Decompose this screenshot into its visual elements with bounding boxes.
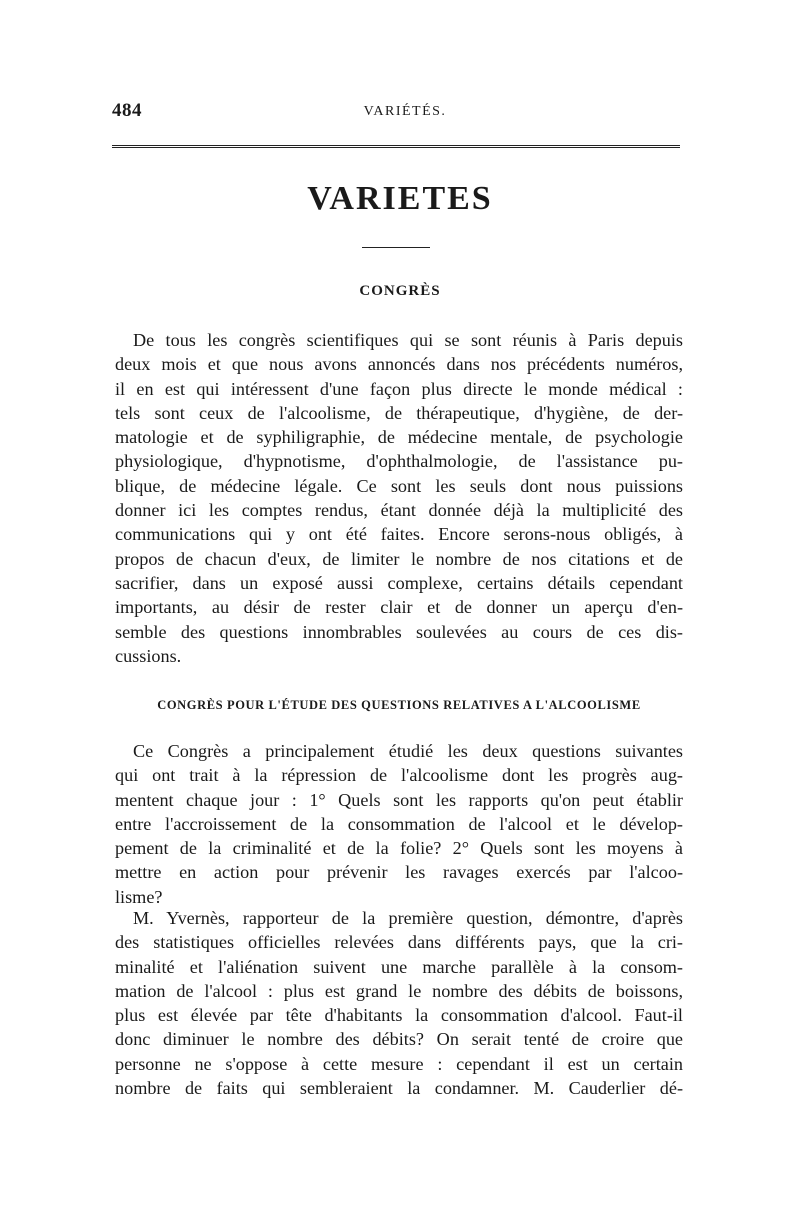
text-line: Ce Congrès a principalement étudié les deux questions suivantes [133, 741, 683, 761]
text-line: minalité et l'aliénation suivent une marche parallèle à la consom- [115, 956, 683, 977]
text-line: plus est élevée par tête d'habitants la consommation d'alcool. Faut-il [115, 1005, 683, 1026]
text-line: communications qui y ont été faites. Encore serons-nous obligés, à [115, 524, 683, 545]
text-line: deux mois et que nous avons annoncés dans nos précédents numéros, [115, 354, 683, 375]
running-head: VARIÉTÉS. [363, 104, 447, 119]
text-line: importants, au désir de rester clair et de donner un aperçu d'en- [115, 597, 683, 618]
text-line: tels sont ceux de l'alcoolisme, de thérapeutique, d'hygiène, de der- [115, 402, 683, 423]
text-line: matologie et de syphiligraphie, de médecine mentale, de psychologie [115, 427, 683, 448]
text-line: sacrifier, dans un exposé aussi complexe, certains détails cependant [115, 572, 683, 593]
text-line: entre l'accroissement de la consommation de l'alcool et le dévelop- [115, 813, 683, 834]
text-line: mentent chaque jour : 1° Quels sont les rapports qu'on peut établir [115, 789, 683, 810]
text-line: pement de la criminalité et de la folie? 2° Quels sont les moyens à [115, 838, 683, 859]
text-line: cussions. [115, 645, 182, 666]
header-rule [112, 145, 680, 148]
page-number: 484 [112, 100, 142, 121]
text-line: il en est qui intéressent d'une façon plus directe le monde médical : [115, 378, 683, 399]
text-line: physiologique, d'hypnotisme, d'ophthalmologie, de l'assistance pu- [115, 451, 683, 472]
title-rule [362, 247, 430, 248]
text-line: mettre en action pour prévenir les ravages exercés par l'alcoo- [115, 862, 683, 883]
text-line: donc diminuer le nombre des débits? On serait tenté de croire que [115, 1029, 683, 1050]
paragraph-alcoholism-questions [115, 739, 683, 909]
paragraph-yvernes-report [115, 906, 683, 1100]
text-line: De tous les congrès scientifiques qui se sont réunis à Paris depuis [133, 330, 683, 350]
text-line: semble des questions innombrables soulevées au cours de ces dis- [115, 621, 683, 642]
text-line: lisme? [115, 886, 163, 907]
paragraph-intro [115, 328, 683, 668]
text-line: mation de l'alcool : plus est grand le nombre des débits de boissons, [115, 980, 683, 1001]
text-line: propos de chacun d'eux, de limiter le nombre de nos citations et de [115, 548, 683, 569]
page-title: VARIETES [307, 180, 493, 217]
text-line: M. Yvernès, rapporteur de la première question, démontre, d'après [133, 908, 683, 928]
text-line: des statistiques officielles relevées dans différents pays, que la cri- [115, 932, 683, 953]
text-line: blique, de médecine légale. Ce sont les seuls dont nous puissions [115, 475, 683, 496]
text-line: personne ne s'oppose à cette mesure : cependant il est un certain [115, 1053, 683, 1074]
section-title: CONGRÈS [359, 283, 441, 299]
subsection-title: CONGRÈS POUR L'ÉTUDE DES QUESTIONS RELATIVES A L'ALCOOLISME [157, 698, 641, 712]
text-line: qui ont trait à la répression de l'alcoolisme dont les progrès aug- [115, 765, 683, 786]
text-line: donner ici les comptes rendus, étant donnée déjà la multiplicité des [115, 500, 683, 521]
text-line: nombre de faits qui sembleraient la condamner. M. Cauderlier dé- [115, 1078, 683, 1099]
